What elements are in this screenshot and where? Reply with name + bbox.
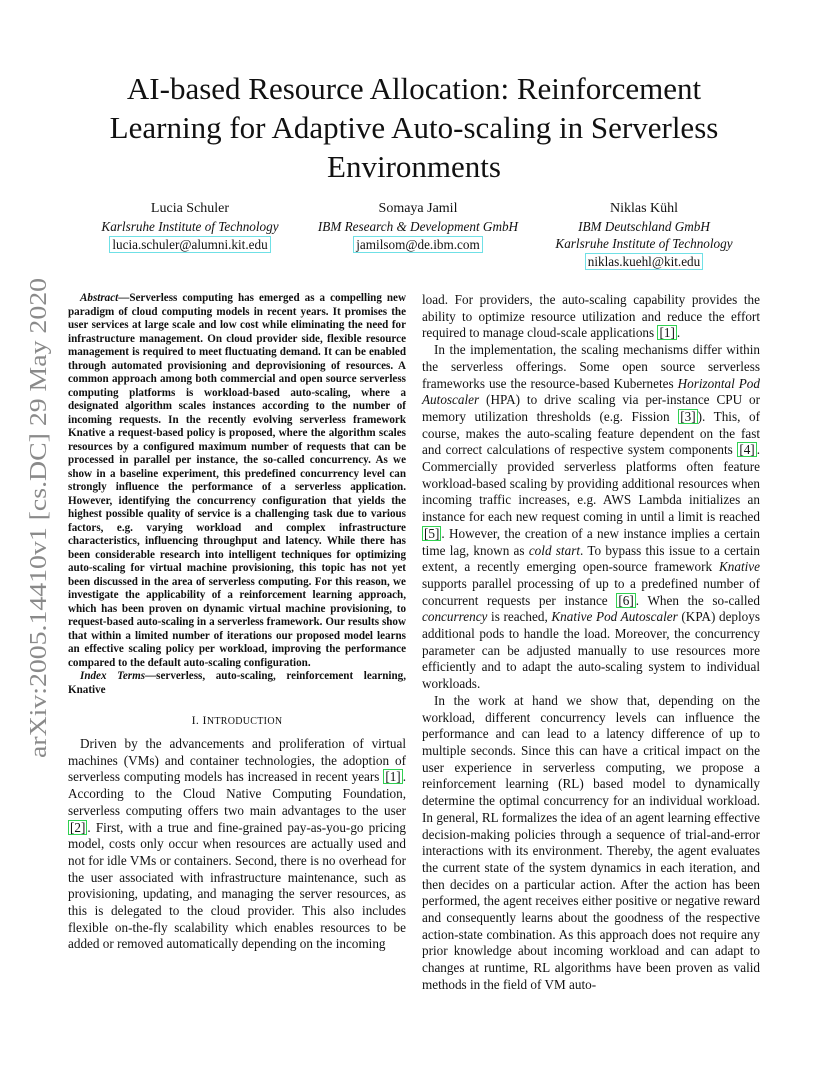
intro-paragraph-2 [422, 342, 760, 693]
author-name: Lucia Schuler [150, 201, 230, 216]
text-run: In the implementation, the scaling mechanisms differ within the serverless offerings. Some open source serverless frameworks use the resource-based Kubernetes [422, 342, 760, 391]
section-title-rest: NTRODUCTION [206, 716, 283, 727]
author-affiliation: Karlsruhe Institute of Technology [101, 219, 279, 234]
author-affiliation: Karlsruhe Institute of Technology [555, 236, 733, 251]
section-number: I. [191, 713, 200, 727]
author-name: Niklas Kühl [609, 201, 679, 216]
abstract [68, 292, 406, 670]
text-run: . First, with a true and fine-grained pay-as-you-go pricing model, costs only occur when resources are actually used and not for idle VMs or containers. Second, there is no overhead for the user associated with infrastructure maintenance, such as provisioning, updating, and managing the server resources, as this is delegated to the cloud provider. This also includes flexible on-the-fly scalability which enables resources to be added or removed automatically depending on the incoming [68, 819, 406, 952]
text-run: . However, the creation of a new instance implies a certain time lag, known as [422, 525, 760, 558]
citation-link[interactable]: [1] [659, 325, 675, 341]
text-run: ). This, of course, makes the auto-scaling feature dependent on the fast and correct calculations of respective system components [422, 408, 760, 458]
text-run: Driven by the advancements and proliferation of virtual machines (VMs) and container technologies, the adoption of serverless computing models has increased in recent years [68, 736, 406, 785]
right-column [422, 292, 760, 994]
text-run: supports parallel processing of up to a predefined number of concurrent requests per instance [422, 575, 760, 608]
emphasis-text: Horizontal Pod Autoscaler [422, 375, 760, 408]
arxiv-identifier-stamp [20, 276, 52, 760]
index-terms [68, 670, 406, 697]
text-run: load. For providers, the auto-scaling capability provides the ability to optimize resource utilization and reduce the effort required to manage cloud-scale applications [422, 292, 760, 341]
author-affiliation: IBM Research & Development GmbH [317, 219, 519, 234]
intro-paragraph-3: In the work at hand we show that, depending on the workload, different concurrency levels can influence the performance and can lead to a latency difference of up to multiple seconds. Since this can have a critical impact on the user experience in serverless computing, we propose a reinforcement learning (RL) based model to dynamically determine the optimal concurrency for an individual workload. In general, RL formalizes the idea of an agent learning effective decision-making policies through a sequence of trial-and-error interactions with its environment. Thereby, the agent evaluates the current state of the system dynamics in each iteration, and then decides on a particular action. After the action has been performed, the agent receives either positive or negative reward and consequently learns about the goodness of the respective action-state combination. As this approach does not require any prior knowledge about incoming workload and can adapt to changes at runtime, RL algorithms have been proven as valid methods in the field of VM auto- [422, 692, 760, 992]
left-column [68, 292, 406, 953]
section-heading-introduction [68, 713, 406, 729]
intro-paragraph-1 [68, 736, 406, 953]
citation-link[interactable]: [4] [739, 442, 755, 458]
index-terms-text: —serverless, auto-scaling, reinforcement learning, Knative [68, 670, 406, 696]
index-terms-label: Index Terms [80, 670, 146, 682]
author-block-3 [546, 200, 742, 270]
abstract-label: Abstract [80, 292, 119, 304]
emphasis-text: concurrency [422, 609, 488, 625]
author-block-2 [306, 200, 530, 253]
text-run: is reached, [487, 609, 552, 625]
text-run: . When the so-called [635, 592, 760, 608]
author-block-1 [92, 200, 288, 253]
citation-link[interactable]: [5] [424, 525, 440, 541]
emphasis-text: Knative Pod Autoscaler [551, 609, 678, 625]
intro-paragraph-1-continued [422, 292, 760, 342]
arxiv-stamp-text: arXiv:2005.14410v1 [cs.DC] 29 May 2020 [25, 334, 52, 758]
author-name: Somaya Jamil [378, 201, 458, 216]
paper-title: AI-based Resource Allocation: Reinforcement Learning for Adaptive Auto-scaling in Serverless Environments [109, 71, 719, 184]
abstract-text: —Serverless computing has emerged as a compelling new paradigm of cloud computing models in recent years. It promises the user services at large scale and low cost while eliminating the need for infrastructure management. On cloud provider side, flexible resource management is required to meet fluctuating demand. It can be enabled through automated provisioning and deprovisioning of resources. A common approach among both commercial and open source serverless computing platforms is workload-based auto-scaling, where a designated algorithm scales instances according to the number of incoming requests. In the recently evolving serverless framework Knative a request-based policy is proposed, where the algorithm scales resources by a configured maximum number of requests that can be processed in parallel per instance, the so-called concurrency. As we show in a baseline experiment, this predefined concurrency level can strongly influence the performance of a serverless application. However, identifying the concurrency configuration that yields the highest possible quality of service is a challenging task due to various factors, e.g. varying workload and complex infrastructure characteristics, influencing throughput and latency. While there has been considerable research into intelligent techniques for optimizing auto-scaling for virtual machine provisioning, this topic has not yet been discussed in the area of serverless computing. For this reason, we investigate the applicability of a reinforcement learning approach, which has been proven on dynamic virtual machine provisioning, to request-based auto-scaling in a serverless framework. Our results show that within a limited number of iterations our proposed model learns an effective scaling policy per workload, improving the performance compared to the default auto-scaling configuration. [68, 292, 406, 669]
author-email-link[interactable]: niklas.kuehl@kit.edu [585, 253, 704, 270]
author-email-link[interactable]: lucia.schuler@alumni.kit.edu [109, 236, 270, 253]
text-run: . [676, 325, 681, 341]
emphasis-text: cold start [528, 542, 580, 558]
text-run: (HPA) to drive scaling via per-instance CPU or memory utilization thresholds (e.g. Fission [422, 392, 760, 424]
author-email-link[interactable]: jamilsom@de.ibm.com [353, 236, 483, 253]
section-initial: I [202, 713, 207, 727]
citation-link[interactable]: [1] [385, 769, 401, 785]
text-run: . Commercially provided serverless platforms often feature workload-based scaling by providing additional resources when incoming traffic increases, e.g. AWS Lambda initializes an instance for each new request coming in until a limit is reached [422, 442, 760, 525]
text-run: . To bypass this issue to a certain extent, a recently emerging open-source framework [422, 542, 761, 575]
author-affiliation: IBM Deutschland GmbH [578, 219, 710, 234]
citation-link[interactable]: [3] [680, 408, 696, 424]
text-run: . According to the Cloud Native Computing Foundation, serverless computing offers two main advantages to the user [68, 769, 406, 818]
citation-link[interactable]: [6] [618, 592, 634, 608]
citation-link[interactable]: [2] [70, 819, 86, 835]
text-run: (KPA) deploys additional pods to handle the load. Moreover, the concurrency parameter can be adjusted manually to use resources more efficiently and to adapt the auto-scaling system to individual workloads. [422, 609, 760, 692]
emphasis-text: Knative [718, 559, 760, 575]
